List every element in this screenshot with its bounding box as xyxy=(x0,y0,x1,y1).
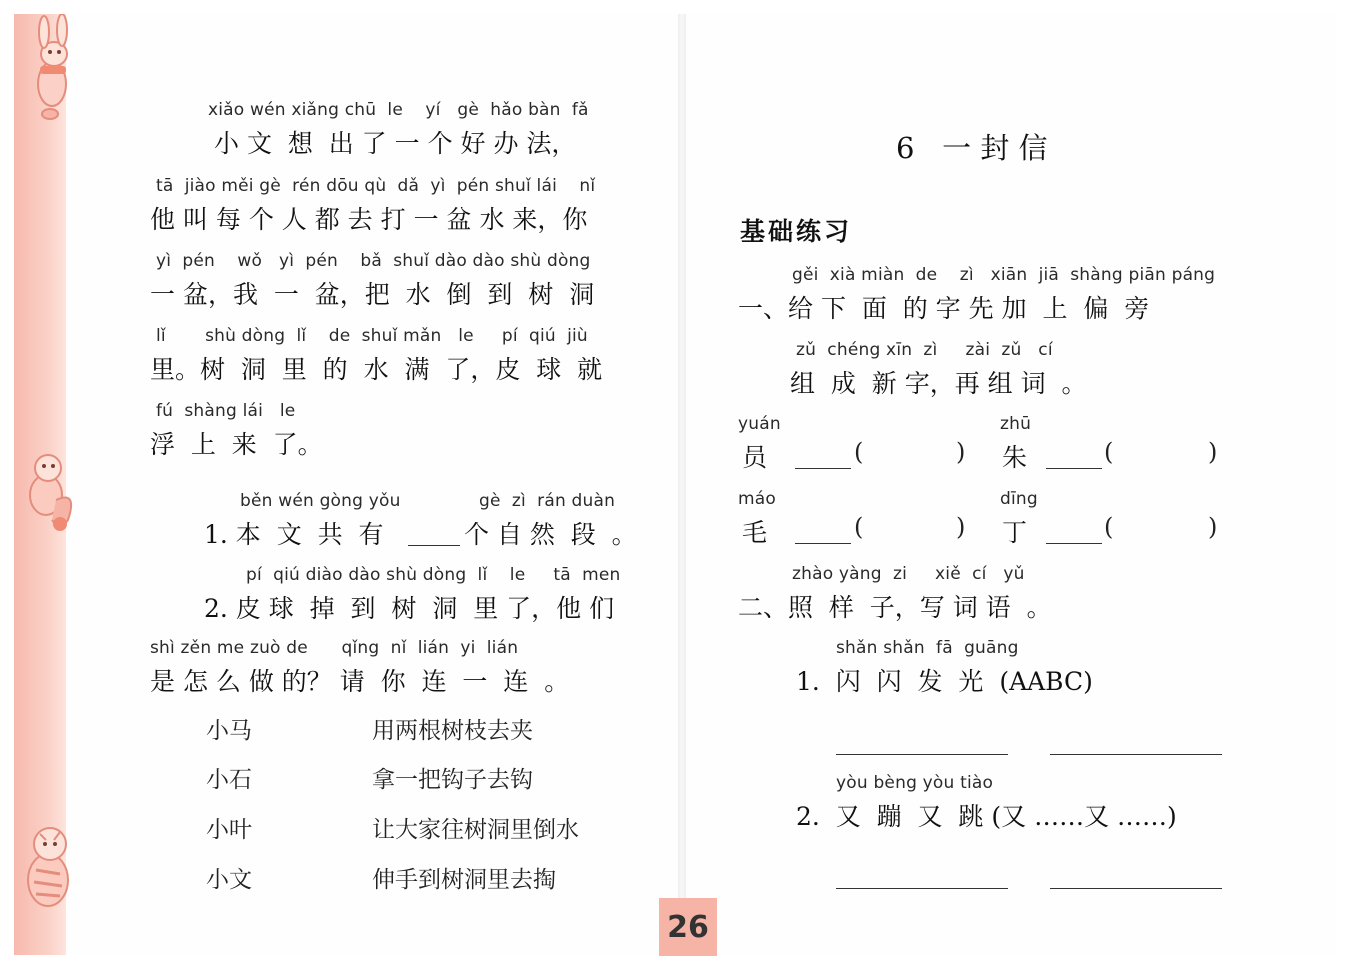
char-ding-paren-open: ( xyxy=(1104,513,1114,541)
lesson-title: 6 一 封 信 xyxy=(896,131,1048,165)
story-text-line-5: 浮 上 来 了。 xyxy=(150,430,323,459)
char-pinyin-zhu: zhū xyxy=(1000,414,1032,434)
story-pinyin-line-4: lǐ shù dòng lǐ de shuǐ mǎn le pí qiú jiù xyxy=(156,326,588,346)
question-1-text-start: 1. 本 文 共 有 xyxy=(204,520,384,549)
task-2-pinyin: zhào yàng zi xiě cí yǔ xyxy=(792,564,1025,584)
match-right-item[interactable]: 伸手到树洞里去掏 xyxy=(372,867,556,893)
question-2b-pinyin: shì zěn me zuò de qǐng nǐ lián yi lián xyxy=(150,638,519,658)
task-1-instruction-line-2: 组 成 新 字，再 组 词 。 xyxy=(790,369,1087,398)
char-pinyin-ding: dīng xyxy=(1000,489,1038,509)
question-1-text-end: 个 自 然 段 。 xyxy=(464,520,637,549)
match-right-item[interactable]: 拿一把钩子去钩 xyxy=(372,767,533,793)
match-left-item[interactable]: 小石 xyxy=(206,767,252,793)
char-zhu-paren-close: ) xyxy=(1208,438,1218,466)
char-mao-blank[interactable] xyxy=(795,543,851,544)
char-ding-blank[interactable] xyxy=(1046,543,1102,544)
task-2-instruction: 二、照 样 子，写 词 语 。 xyxy=(738,593,1052,622)
char-zhu-blank[interactable] xyxy=(1046,468,1102,469)
page-number-badge xyxy=(659,898,717,956)
char-mao-paren-open: ( xyxy=(854,513,864,541)
char-zhu-paren-open: ( xyxy=(1104,438,1114,466)
tiger-illustration xyxy=(16,810,82,920)
page-number: 26 xyxy=(667,909,709,945)
example-1-answer-blank-2[interactable] xyxy=(1050,754,1222,755)
story-pinyin-line-3: yì pén wǒ yì pén bǎ shuǐ dào dào shù dòng xyxy=(156,251,591,271)
char-zhu: 朱 xyxy=(1002,443,1028,472)
example-2-answer-blank-2[interactable] xyxy=(1050,888,1222,889)
question-2-pinyin: pí qiú diào dào shù dòng lǐ le tā men xyxy=(246,565,621,585)
question-2-text: 2. 皮 球 掉 到 树 洞 里 了，他 们 xyxy=(204,594,615,623)
example-1-pinyin: shǎn shǎn fā guāng xyxy=(836,638,1019,658)
match-right-item[interactable]: 用两根树枝去夹 xyxy=(372,718,533,744)
match-left-item[interactable]: 小文 xyxy=(206,867,252,893)
char-pinyin-mao: máo xyxy=(738,489,776,509)
story-pinyin-line-5: fú shàng lái le xyxy=(156,401,296,421)
char-ding-paren-close: ) xyxy=(1208,513,1218,541)
char-yuan-paren-open: ( xyxy=(854,438,864,466)
char-yuan-paren-close: ) xyxy=(956,438,966,466)
char-mao-paren-close: ) xyxy=(956,513,966,541)
example-2-pinyin: yòu bèng yòu tiào xyxy=(836,773,994,793)
char-ding: 丁 xyxy=(1002,518,1028,547)
char-mao: 毛 xyxy=(742,518,768,547)
story-text-line-4: 里。树 洞 里 的 水 满 了，皮 球 就 xyxy=(150,355,603,384)
task-1-pinyin-line-2: zǔ chéng xīn zì zài zǔ cí xyxy=(796,340,1053,360)
char-yuan-blank[interactable] xyxy=(795,468,851,469)
question-2b-text: 是 怎 么 做 的？ 请 你 连 一 连 。 xyxy=(150,667,570,696)
match-right-item[interactable]: 让大家往树洞里倒水 xyxy=(372,817,579,843)
squirrel-illustration xyxy=(16,440,82,540)
match-left-item[interactable]: 小马 xyxy=(206,718,252,744)
rabbit-illustration xyxy=(14,14,84,134)
match-left-item[interactable]: 小叶 xyxy=(206,817,252,843)
example-2-answer-blank-1[interactable] xyxy=(836,888,1008,889)
book-gutter xyxy=(678,14,686,955)
story-text-line-3: 一 盆，我 一 盆，把 水 倒 到 树 洞 xyxy=(150,280,595,309)
task-1-pinyin-line-1: gěi xià miàn de zì xiān jiā shàng piān páng xyxy=(792,265,1216,285)
example-1-answer-blank-1[interactable] xyxy=(836,754,1008,755)
question-1-answer-blank[interactable] xyxy=(408,545,460,546)
task-1-instruction-line-1: 一、给 下 面 的 字 先 加 上 偏 旁 xyxy=(738,294,1150,323)
char-pinyin-yuan: yuán xyxy=(738,414,781,434)
char-yuan: 员 xyxy=(742,443,768,472)
question-1-pinyin: běn wén gòng yǒu gè zì rán duàn xyxy=(240,491,616,511)
story-text-line-2: 他 叫 每 个 人 都 去 打 一 盆 水 来，你 xyxy=(150,205,588,234)
example-1-text: 1. 闪 闪 发 光 (AABC) xyxy=(796,667,1093,696)
section-heading: 基础练习 xyxy=(740,217,853,246)
example-2-text: 2. 又 蹦 又 跳 (又 ……又 ……) xyxy=(796,802,1177,831)
story-text-line-1: 小 文 想 出 了 一 个 好 办 法， xyxy=(214,129,577,158)
story-pinyin-line-2: tā jiào měi gè rén dōu qù dǎ yì pén shuǐ lái nǐ xyxy=(156,176,596,196)
story-pinyin-line-1: xiǎo wén xiǎng chū le yí gè hǎo bàn fǎ xyxy=(208,100,589,120)
